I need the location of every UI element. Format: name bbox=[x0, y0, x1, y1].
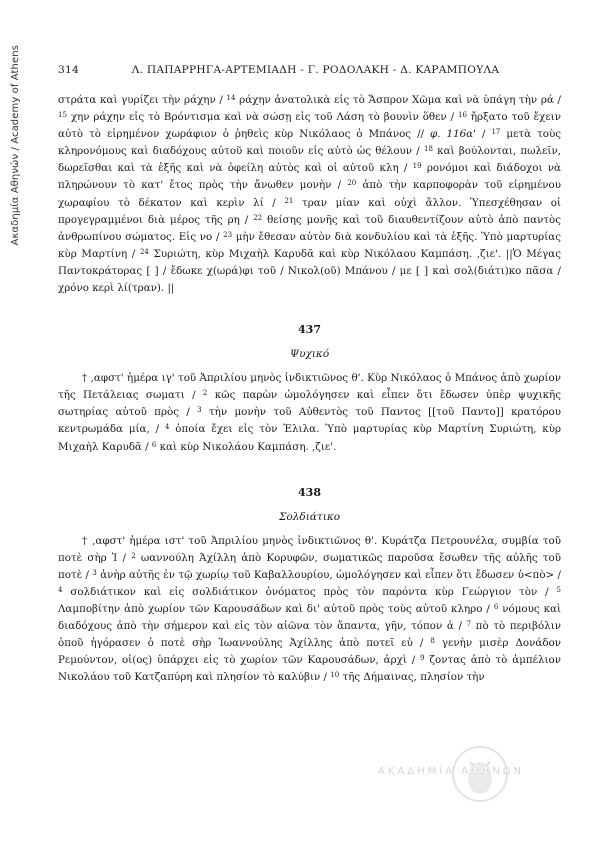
line-number: 20 bbox=[347, 179, 357, 188]
line-number: 16 bbox=[458, 111, 467, 120]
document-number-438: 438 bbox=[298, 485, 321, 499]
line-number: 23 bbox=[223, 230, 233, 239]
line-number: 3 bbox=[92, 568, 97, 577]
document-page bbox=[58, 64, 561, 686]
seal-text: ΑΚΑΔΗΜΙΑ ΑΘΗΝΩΝ bbox=[378, 766, 525, 777]
line-number: 22 bbox=[253, 213, 263, 222]
document-body-437 bbox=[58, 370, 561, 455]
document-number-437: 437 bbox=[298, 323, 321, 337]
text-segment: καὶ κὺρ Νικολάου Καμπάση. ,ζιε'. bbox=[156, 440, 337, 453]
continuation-text bbox=[58, 92, 561, 297]
text-segment: μετὰ τοὺς κληρονόμους καὶ διαδόχους αὐτοῦ καὶ ποιοῦν εἰς αὐτὸ ὡς θέλουν / bbox=[58, 128, 561, 158]
text-segment: θείσης μονῆς καὶ τοῦ διαυθεντίζουν αὐτὸ ἀπὸ παντὸς ἀνθρωπίνου σώματος. Εἰς νο / bbox=[58, 213, 561, 243]
text-segment: Λαμποβίτην ἀπὸ χωρίον τῶν Καρουσάδων καὶ δι' αὐτοῦ πρὸς τοὺς αὐτοῦ κληρο / bbox=[58, 602, 494, 615]
archive-watermark: Ακαδημία Αθηνών / Academy of Athens bbox=[10, 45, 21, 246]
line-number: 19 bbox=[412, 162, 422, 171]
text-segment: μὴν ἔθεσαν αὐτὸν διὰ κονδυλίου καὶ τὰ ἑξῆς. Ὑπὸ μαρτυρίας κὺρ Μαρτίνη / bbox=[58, 230, 561, 260]
text-segment: ράχην ἀνατολικὰ εἰς τὸ Ἄσπρον Χῶμα καὶ νὰ ὑπάγη τὴν ρά / bbox=[235, 94, 561, 106]
text-segment: ζοντας ἀπὸ τὸ ἀμπέλιον Νικολάου τοῦ Κατζαπύρη καὶ πλησίον τὸ καλύβιν / bbox=[58, 654, 562, 684]
line-number: 3 bbox=[197, 406, 202, 415]
text-segment: / bbox=[475, 128, 492, 141]
text-segment: καὶ βούλονται, πωλεῖν, δωρεῖσθαι καὶ τὰ ἑξῆς καὶ νὰ ὀφείλη αὐτὸς καὶ οἱ αὐτοῦ κλη / bbox=[58, 145, 562, 175]
line-number: 21 bbox=[284, 196, 294, 205]
academy-seal-watermark bbox=[360, 744, 570, 804]
text-segment: ρονόμοι καὶ διάδοχοι νὰ πληρώνουν τὸ κατ' ἔτος πρὸς τὴν ἄνωθεν μονὴν / bbox=[58, 162, 562, 192]
text-segment: χην ράχην εἰς τὸ Βρόντισμα καὶ νὰ σώσῃ εἰς τοῦ Λάση τὸ βουνὶν ὅθεν / bbox=[66, 111, 458, 124]
line-number: 15 bbox=[58, 111, 67, 120]
document-type-437: Ψυχικό bbox=[289, 348, 330, 361]
text-segment: ωαννούλη Ἀχίλλη ἀπὸ Κορυφῶν, σωματικῶς παροῦσα ἔσωθεν τῆς αὐλῆς τοῦ ποτὲ / bbox=[58, 551, 562, 581]
text-segment: τὴν μονὴν τοῦ Αὐθεντὸς τοῦ Παντος [[τοῦ Παντο]] κρατόρου κεντρωμάδα μία, / bbox=[58, 406, 561, 436]
line-number: 9 bbox=[420, 654, 425, 663]
text-segment: τῆς Δήμαινας, πλησίον τὴν bbox=[339, 671, 485, 684]
text-segment: στράτα καὶ γυρίζει τὴν ράχην / bbox=[58, 94, 227, 106]
line-number: 14 bbox=[226, 94, 236, 102]
text-segment: Συριώτη, κὺρ Μιχαὴλ Καρυδᾶ καὶ κὺρ Νικόλαου Καμπάση. ,ζιε'. ||Ὁ Μέγας Παντοκράτορας [ ] / ἔδωκε χ(ωρά)φι τοῦ / Νικολ(οῦ) Μπάνου / με [ ] καὶ σολ(διάτι)κο πᾶσα / χρόνο κερὶ λί(τραν). || bbox=[58, 247, 562, 295]
text-segment: νόμους καὶ διαδόχους ἀπὸ τὴν σήμερον καὶ εἰς τὸν αἰῶνα τὸν ἅπαντα, γῆν, τόπον ἀ / bbox=[58, 602, 561, 633]
line-number: 24 bbox=[139, 247, 149, 256]
line-number: 4 bbox=[58, 585, 63, 594]
line-number: 4 bbox=[164, 423, 170, 432]
page-number: 314 bbox=[58, 64, 79, 76]
line-number: 18 bbox=[424, 145, 433, 154]
text-segment: ἀπὸ τὴν καρποφορὰν τοῦ εἰρημένου χωραφίου τὸ δέκατον καὶ κερὶν λί / bbox=[58, 179, 561, 209]
document-type-438: Σολδιάτικο bbox=[278, 510, 341, 523]
line-number: 2 bbox=[131, 551, 136, 560]
line-number: 6 bbox=[151, 440, 157, 449]
text-segment: γενὴν μισὲρ Δονάδον Ρεμούντον, οἱ(ος) ὑπάρχει εἰς τὸ χωρίον τῶν Καρουσάδων, ἀρχὶ / bbox=[58, 637, 561, 667]
running-head: Λ. ΠΑΠΑΡΡΗΓΑ-ΑΡΤΕΜΙΑΔΗ - Γ. ΡΟΔΟΛΑΚΗ - Δ. ΚΑΡΑΜΠΟΥΛΑ bbox=[131, 64, 500, 76]
text-segment: † ,αφστ' ἡμέρα ιγ' τοῦ Ἀπριλίου μηνὸς ἰνδικτιῶνος θ'. Κὺρ Νικόλαος ὁ Μπάνος ἀπὸ χωρίον τῆς Πετάλειας σωματι / bbox=[58, 372, 561, 402]
line-number: 5 bbox=[556, 585, 561, 594]
text-segment: κῶς παρὼν ὡμολόγησεν καὶ εἶπεν ὅτι ἔδωσεν ὑπὲρ ψυχικῆς σωτηρίας αὐτοῦ πρὸς / bbox=[58, 389, 561, 419]
document-body-438 bbox=[58, 533, 561, 687]
line-number: 2 bbox=[202, 389, 208, 398]
text-segment: † ,αφστ' ἡμέρα ιστ' τοῦ Ἀπριλίου μηνὸς ἰνδικτιῶνος θ'. Κυράτζα Πετρουνέλα, συμβία τοῦ ποτὲ σὴρ Ἰ / bbox=[58, 534, 561, 564]
page-header bbox=[58, 64, 561, 76]
line-number: 8 bbox=[430, 637, 435, 646]
line-number: 17 bbox=[491, 128, 501, 137]
text-segment: ἀνὴρ αὐτῆς ἐν τῷ χωρίῳ τοῦ Καβαλλουρίου, ὡμολόγησεν καὶ εἶπεν ὅτι ἔδωσεν ὑ<πὸ> / bbox=[96, 568, 561, 581]
line-number: 7 bbox=[466, 620, 472, 629]
text-segment: ὁποία ἔχει εἰς τὸν Ἐλιλα. Ὑπὸ μαρτυρίας κὺρ Μαρτίνη Συριώτη, κὺρ Μιχαὴλ Καρυδᾶ / bbox=[58, 423, 562, 453]
folio-reference: φ. 116α' bbox=[430, 128, 476, 141]
text-segment: πὸ τὸ περιβόλιν ὁποῦ ἠγόρασεν ὁ ποτὲ σὴρ Ἰωαννούλης Ἀχίλλης ἀπὸ ποτεῖ εὐ / bbox=[58, 620, 561, 650]
line-number: 10 bbox=[330, 671, 340, 680]
text-segment: σολδιάτικον καὶ εἰς σολδιάτικον ὀνόματος πρὸς τὸν παρόντα κὺρ Γεώργιον τὸν / bbox=[62, 585, 557, 598]
text-segment: τραν μίαν καὶ οὐχὶ ἄλλον. Ὑπεσχέθησαν οἱ προγεγραμμένοι διὰ μέρος τῆς ρη / bbox=[58, 196, 561, 226]
line-number: 6 bbox=[493, 602, 499, 611]
text-segment: ἤρξατο τοῦ ἔχειν αὐτὸ τὸ εἰρημένον χωράφιον ὁ ῥηθεὶς κὺρ Νικόλαος ὁ Μπάνος // bbox=[58, 111, 561, 141]
